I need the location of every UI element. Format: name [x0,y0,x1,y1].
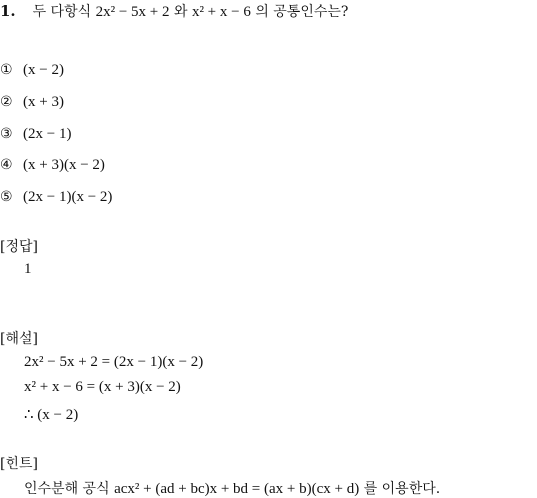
choice-4 [0,157,105,174]
choice-text: (x + 3)(x − 2) [23,157,105,173]
question-line [0,1,348,21]
choice-marker: ① [0,62,13,78]
answer-label: [정답] [0,239,38,255]
question-text-prefix: 두 다항식 [32,4,92,20]
explanation-line-1: 2x² − 5x + 2 = (2x − 1)(x − 2) [24,354,204,370]
hint-line [24,478,440,498]
choice-marker: ② [0,94,13,110]
hint-suffix: 를 이용한다. [363,481,441,497]
choice-2 [0,94,64,111]
choice-text: (x + 3) [23,94,64,110]
choice-3 [0,126,71,143]
choice-marker: ④ [0,157,13,173]
choice-5 [0,189,112,206]
question-expression-1: 2x² − 5x + 2 [95,4,170,20]
question-number: 1. [0,2,16,20]
choice-1 [0,62,64,79]
explanation-line-2: x² + x − 6 = (x + 3)(x − 2) [24,379,181,395]
choice-text: (x − 2) [23,62,64,78]
hint-label: [힌트] [0,456,38,472]
question-text-suffix: 의 공통인수는? [255,4,349,20]
choice-marker: ③ [0,126,13,142]
hint-formula: acx² + (ad + bc)x + bd = (ax + b)(cx + d) [114,481,360,497]
explanation-line-3: ∴ (x − 2) [24,407,79,423]
question-expression-2: x² + x − 6 [191,4,251,20]
choice-text: (2x − 1)(x − 2) [23,189,113,205]
explanation-label: [해설] [0,331,38,347]
choice-marker: ⑤ [0,189,13,205]
choice-text: (2x − 1) [23,126,72,142]
hint-prefix: 인수분해 공식 [24,481,110,497]
answer-value: 1 [24,261,32,277]
question-conjunction: 와 [173,4,188,20]
